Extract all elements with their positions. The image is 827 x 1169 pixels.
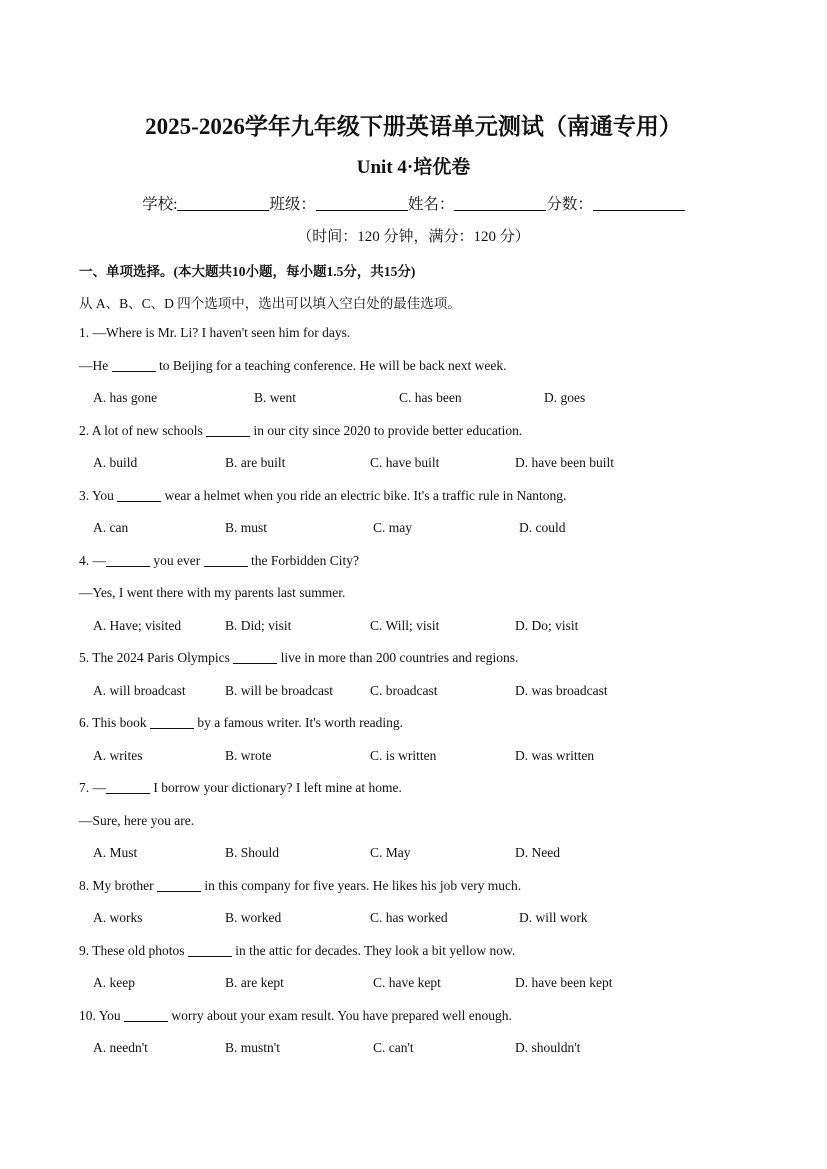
option-b: B. will be broadcast [225, 683, 333, 698]
q-text: 7. — [79, 780, 106, 795]
time-info: （时间：120 分钟，满分：120 分） [297, 229, 530, 245]
option-a: A. build [93, 455, 138, 470]
q-text: in this company for five years. He likes his job very much. [201, 878, 522, 893]
q-text: you ever [150, 553, 204, 568]
option-d: D. was written [515, 748, 595, 763]
option-b: B. worked [225, 910, 282, 925]
q-text: 2. A lot of new schools [79, 423, 207, 438]
q-text: 3. You [79, 488, 118, 503]
option-c: C. has been [399, 390, 462, 405]
option-a: A. needn't [93, 1040, 148, 1055]
section-instruction: 从 A、B、C、D 四个选项中，选出可以填入空白处的最佳选项。 [79, 296, 461, 311]
question-7-answer: —Sure, here you are. [79, 813, 195, 828]
option-c: C. is written [370, 748, 437, 763]
question-6 [79, 715, 403, 731]
question-5 [79, 650, 518, 666]
answer-blank [188, 944, 232, 957]
option-b: B. went [254, 390, 296, 405]
page-subtitle: Unit 4·培优卷 [356, 157, 471, 178]
option-c: C. broadcast [370, 683, 438, 698]
option-a: A. writes [93, 748, 143, 763]
option-d: D. have been kept [515, 975, 613, 990]
option-d: D. could [519, 520, 566, 535]
option-a: A. keep [93, 975, 135, 990]
question-4-answer: —Yes, I went there with my parents last summer. [79, 585, 346, 600]
class-label: 班级： [269, 196, 316, 213]
option-a: A. will broadcast [93, 683, 186, 698]
q-text: to Beijing for a teaching conference. He will be back next week. [155, 358, 507, 373]
option-d: D. shouldn't [515, 1040, 581, 1055]
q-text: 4. — [79, 553, 106, 568]
section-heading: 一、单项选择。(本大题共10小题，每小题1.5分，共15分) [79, 264, 416, 279]
answer-blank [150, 716, 194, 729]
question-2 [79, 423, 522, 439]
school-label: 学校: [142, 196, 178, 213]
q-text: 9. These old photos [79, 943, 188, 958]
page-title: 2025-2026学年九年级下册英语单元测试（南通专用） [145, 114, 682, 139]
q-text: —He [79, 358, 112, 373]
q-text: wear a helmet when you ride an electric bike. It's a traffic rule in Nantong. [161, 488, 567, 503]
q-text: in the attic for decades. They look a bit yellow now. [231, 943, 516, 958]
class-blank [316, 194, 408, 211]
score-label: 分数： [546, 196, 593, 213]
q-text: 6. This book [79, 715, 151, 730]
option-d: D. have been built [515, 455, 614, 470]
option-a: A. Have; visited [93, 618, 182, 633]
question-1-line-2 [79, 358, 506, 374]
option-c: C. can't [373, 1040, 414, 1055]
option-b: B. Should [225, 845, 280, 860]
option-c: C. Will; visit [370, 618, 440, 633]
option-c: C. has worked [370, 910, 448, 925]
option-a: A. has gone [93, 390, 158, 405]
name-blank [454, 194, 546, 211]
answer-blank [124, 1009, 168, 1022]
option-c: C. have kept [373, 975, 441, 990]
name-label: 姓名： [407, 196, 455, 213]
q-text: I borrow your dictionary? I left mine at home. [150, 780, 402, 795]
q-text: 8. My brother [79, 878, 157, 893]
option-b: B. are kept [225, 975, 284, 990]
option-b: B. mustn't [225, 1040, 280, 1055]
question-9 [79, 943, 515, 959]
question-7 [79, 780, 402, 796]
student-info-line [0, 192, 827, 214]
school-blank [177, 194, 269, 211]
score-blank [593, 194, 685, 211]
option-a: A. works [93, 910, 143, 925]
answer-blank [112, 359, 156, 372]
answer-blank [233, 651, 277, 664]
q-text: live in more than 200 countries and regions. [277, 650, 519, 665]
question-10 [79, 1008, 512, 1024]
option-a: A. can [93, 520, 129, 535]
option-b: B. are built [225, 455, 286, 470]
answer-blank [106, 554, 150, 567]
option-c: C. may [373, 520, 412, 535]
option-d: D. will work [519, 910, 588, 925]
q-text: 10. You [79, 1008, 125, 1023]
q-text: the Forbidden City? [247, 553, 359, 568]
option-d: D. Need [515, 845, 560, 860]
question-3 [79, 488, 566, 504]
answer-blank [117, 489, 161, 502]
option-c: C. have built [370, 455, 440, 470]
option-d: D. was broadcast [515, 683, 608, 698]
question-1: 1. —Where is Mr. Li? I haven't seen him for days. [79, 325, 351, 340]
option-d: D. goes [544, 390, 586, 405]
answer-blank [204, 554, 248, 567]
question-8 [79, 878, 521, 894]
option-b: B. Did; visit [225, 618, 292, 633]
answer-blank [106, 781, 150, 794]
q-text: worry about your exam result. You have prepared well enough. [168, 1008, 512, 1023]
option-b: B. must [225, 520, 268, 535]
answer-blank [157, 879, 201, 892]
q-text: in our city since 2020 to provide better education. [250, 423, 523, 438]
question-4 [79, 553, 359, 569]
q-text: 5. The 2024 Paris Olympics [79, 650, 234, 665]
option-b: B. wrote [225, 748, 272, 763]
answer-blank [206, 424, 250, 437]
q-text: by a famous writer. It's worth reading. [194, 715, 404, 730]
option-c: C. May [370, 845, 411, 860]
option-a: A. Must [93, 845, 138, 860]
option-d: D. Do; visit [515, 618, 579, 633]
